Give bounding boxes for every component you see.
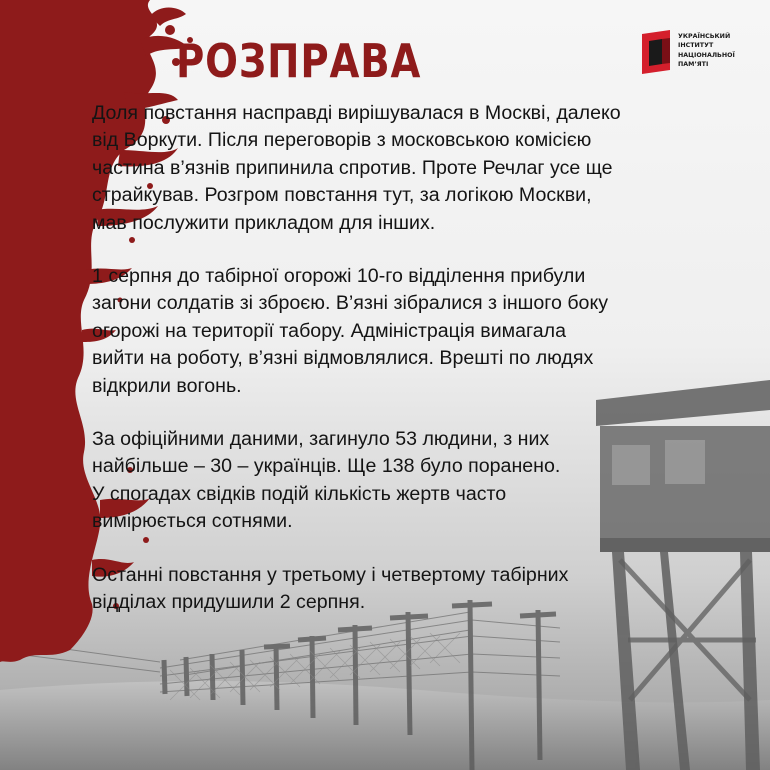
page-title: РОЗПРАВА xyxy=(176,34,422,88)
paragraph-august-1 xyxy=(92,263,732,400)
text-line: мав послужити прикладом для інших. xyxy=(92,211,436,234)
paragraph-negotiations xyxy=(92,100,732,237)
logo-text-line: ІНСТИТУТ xyxy=(678,42,714,50)
text-line: відкрили вогонь. xyxy=(92,374,242,397)
uinp-logo-icon xyxy=(640,30,674,74)
text-line: вимірюється сотнями. xyxy=(92,510,293,533)
text-line: Доля повстання насправді вирішувалася в Москві, далеко xyxy=(92,102,621,124)
logo-text-line: УКРАЇНСЬКИЙ xyxy=(678,33,731,40)
text-line: Останні повстання у третьому і четвертому табірних xyxy=(92,563,569,586)
institute-name xyxy=(678,32,762,70)
text-line: загони солдатів зі зброєю. В’язні зібралися з іншого боку xyxy=(92,292,609,315)
logo-text-line: НАЦІОНАЛЬНОЇ xyxy=(678,51,735,59)
paragraph-august-2 xyxy=(92,562,732,617)
text-line: огорожі на території табору. Адміністрація вимагала xyxy=(92,319,566,342)
institute-logo xyxy=(640,30,760,76)
text-line: найбільше – 30 – українців. Ще 138 було поранено. xyxy=(92,455,561,478)
text-line: страйкував. Розгром повстання тут, за логікою Москви, xyxy=(92,184,592,207)
logo-text-line: ПАМ’ЯТІ xyxy=(678,61,709,69)
text-line: відділах придушили 2 серпня. xyxy=(92,591,366,614)
text-line: За офіційними даними, загинуло 53 людини, з них xyxy=(92,428,550,451)
text-line: У спогадах свідків подій кількість жертв часто xyxy=(92,482,507,505)
article-body xyxy=(92,100,732,643)
text-line: частина в’язнів припинила спротив. Проте Речлаг усе ще xyxy=(92,156,613,179)
paragraph-casualties xyxy=(92,426,732,536)
text-line: 1 серпня до табірної огорожі 10-го відділення прибули xyxy=(92,265,586,288)
text-line: вийти на роботу, в’язні відмовлялися. Врешті по людях xyxy=(92,347,594,370)
text-line: від Воркути. Після переговорів з московською комісією xyxy=(92,129,592,152)
